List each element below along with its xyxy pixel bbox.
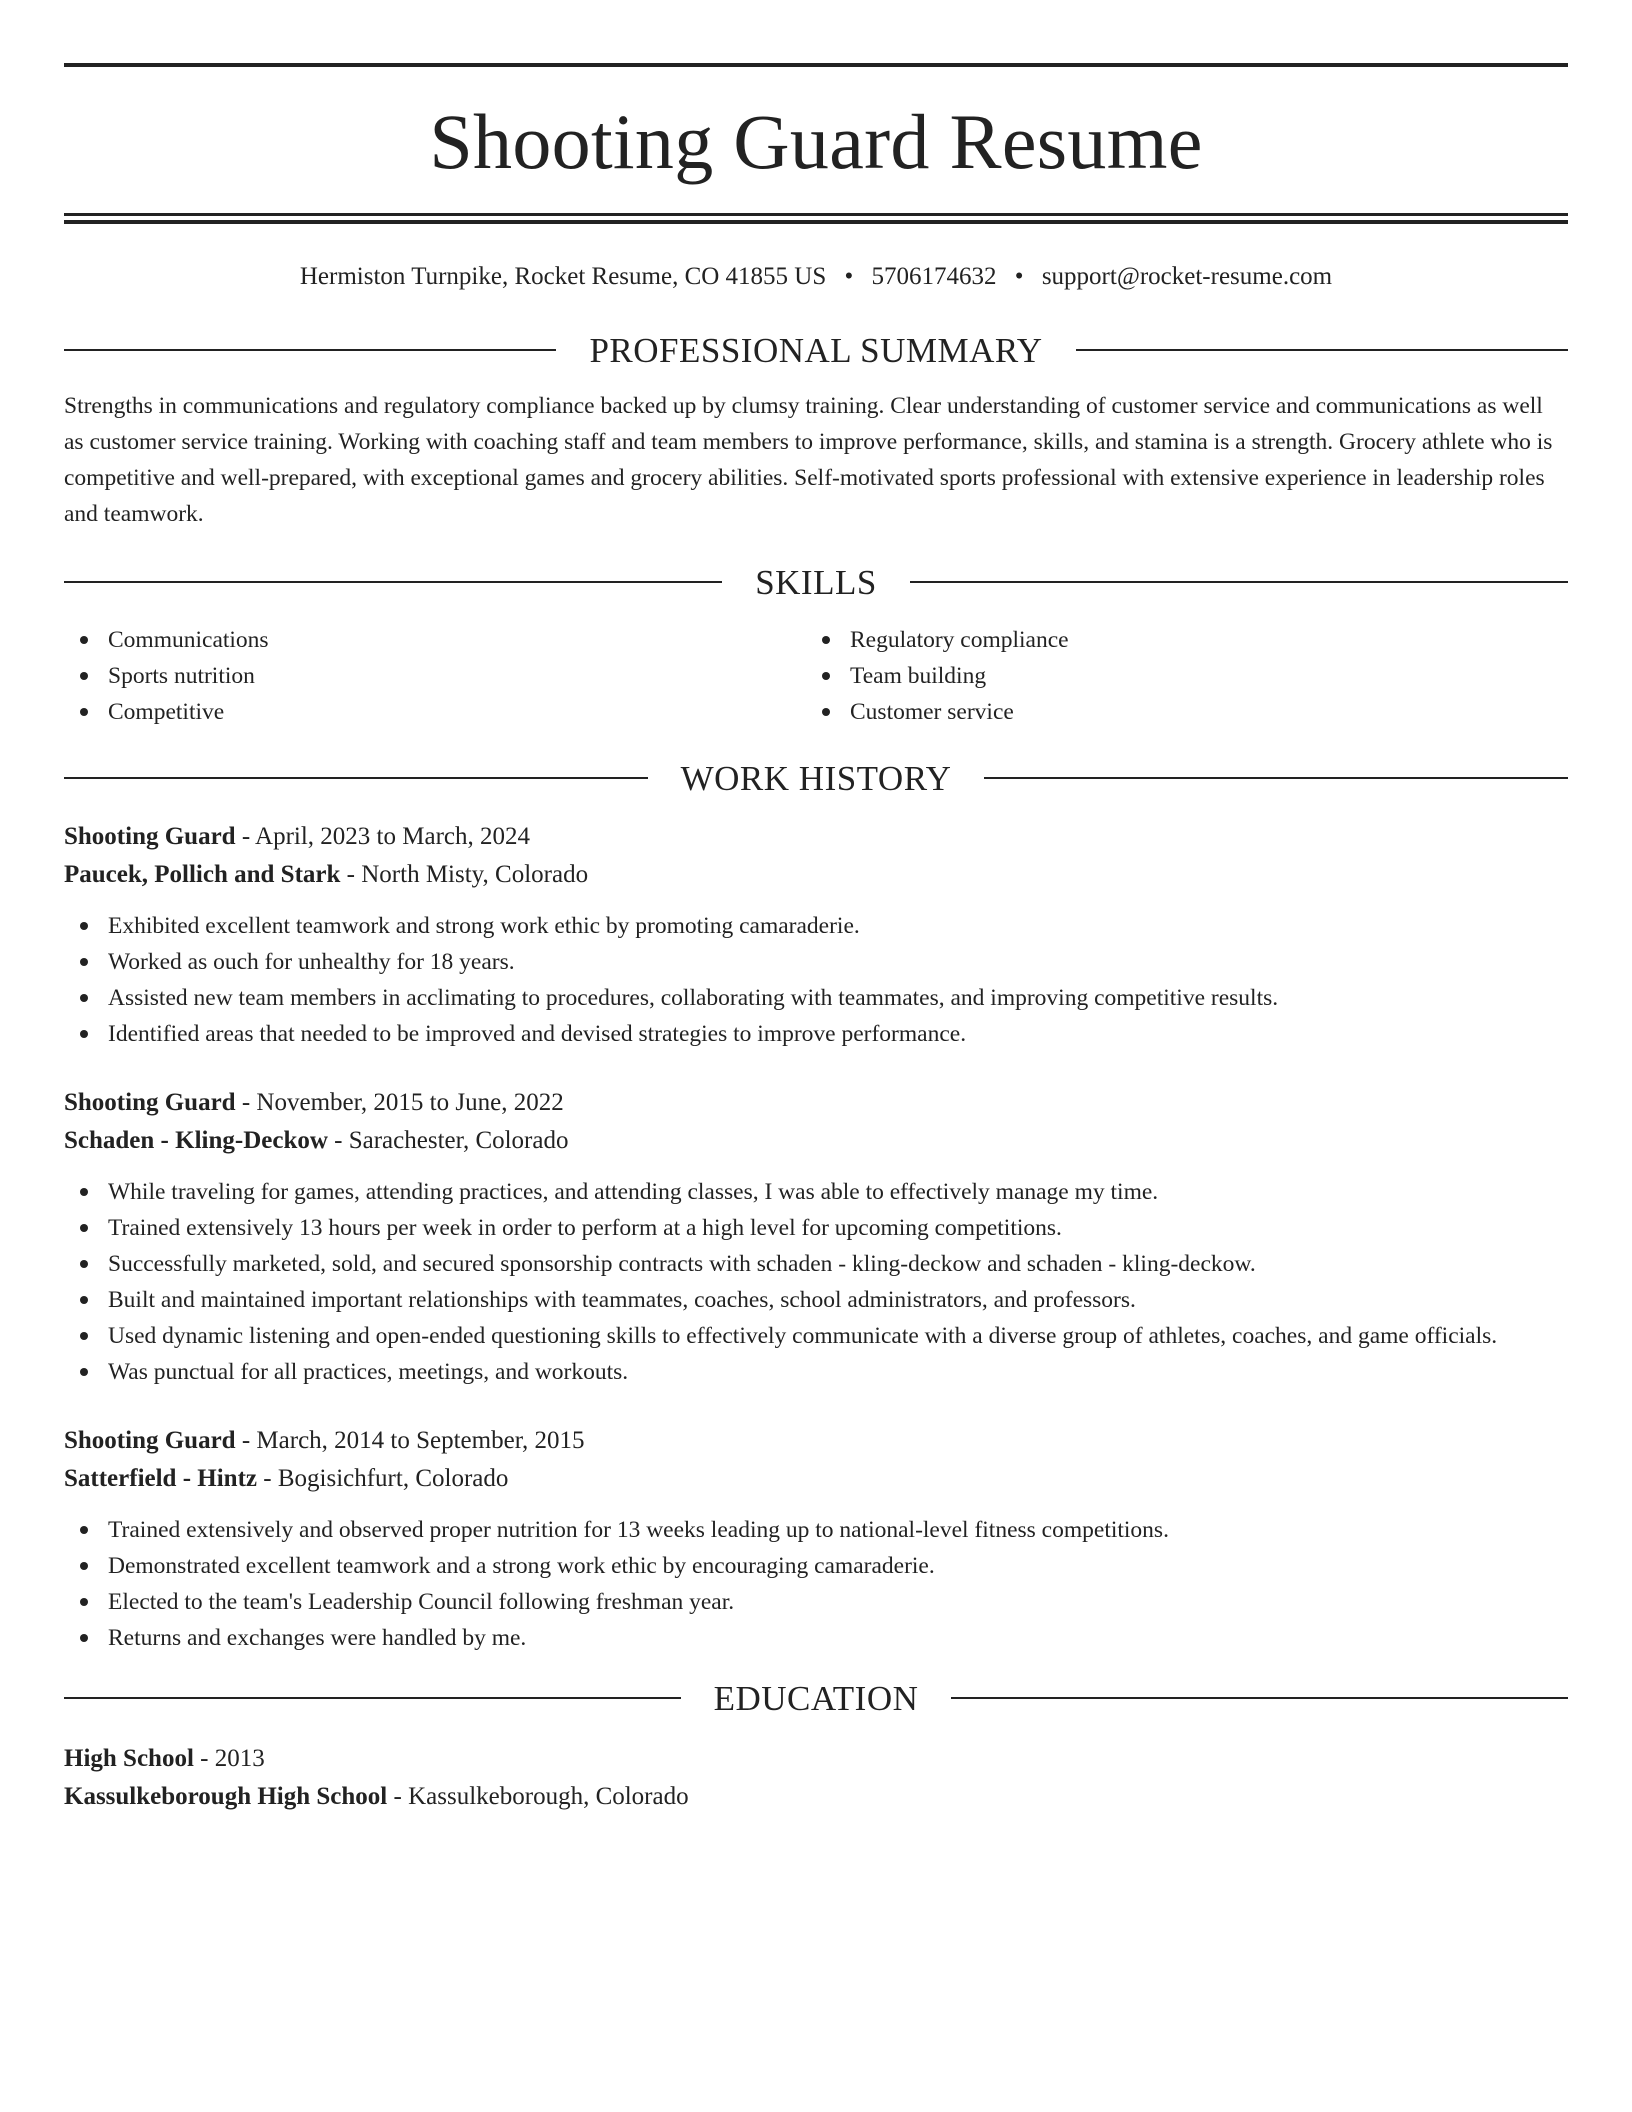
skill-item: Competitive (64, 694, 806, 730)
job-bullet: Successfully marketed, sold, and secured sponsorship contracts with schaden - kling-deckow and schaden - kling-deckow. (64, 1246, 1568, 1282)
heading-rule (64, 581, 722, 583)
title-double-rule (64, 213, 1568, 224)
job-bullet: Returns and exchanges were handled by me. (64, 1620, 1568, 1656)
heading-rule (910, 581, 1568, 583)
job-bullet: Elected to the team's Leadership Council following freshman year. (64, 1584, 1568, 1620)
job-bullet: Exhibited excellent teamwork and strong work ethic by promoting camaraderie. (64, 908, 1568, 944)
heading-rule (951, 1697, 1568, 1699)
heading-rule (64, 349, 556, 351)
skill-item: Regulatory compliance (806, 622, 1548, 658)
job-bullets (64, 1174, 1568, 1390)
job-company-line (64, 1122, 1568, 1160)
section-heading-summary (64, 332, 1568, 368)
section-title-summary: PROFESSIONAL SUMMARY (589, 330, 1043, 370)
job-dates: - November, 2015 to June, 2022 (235, 1089, 564, 1116)
section-heading-skills (64, 564, 1568, 600)
heading-rule (1076, 349, 1568, 351)
job-bullets (64, 1512, 1568, 1656)
education-year: - 2013 (193, 1745, 265, 1772)
job-location: - North Misty, Colorado (340, 861, 589, 888)
job-title-line (64, 1422, 1568, 1460)
education-degree-line (64, 1740, 1568, 1778)
skill-item: Customer service (806, 694, 1548, 730)
job-bullet: Trained extensively 13 hours per week in order to perform at a high level for upcoming competitions. (64, 1210, 1568, 1246)
job-bullet: Used dynamic listening and open-ended questioning skills to effectively communicate with a diverse group of athletes, coaches, and game officials. (64, 1318, 1568, 1354)
education-school: Kassulkeborough High School (64, 1783, 388, 1810)
section-heading-work (64, 760, 1568, 796)
heading-rule (64, 1697, 681, 1699)
contact-separator: • (844, 263, 854, 290)
job-company-line (64, 856, 1568, 894)
top-rule (64, 63, 1568, 67)
heading-rule (64, 777, 648, 779)
skills-list (64, 622, 1568, 730)
skill-item: Sports nutrition (64, 658, 806, 694)
job-company-line (64, 1460, 1568, 1498)
contact-email: support@rocket-resume.com (1041, 263, 1333, 290)
contact-separator: • (1014, 263, 1024, 290)
education-school-line (64, 1778, 1568, 1816)
job-bullet: Trained extensively and observed proper nutrition for 13 weeks leading up to national-level fitness competitions. (64, 1512, 1568, 1548)
section-heading-education (64, 1680, 1568, 1716)
heading-rule (984, 777, 1568, 779)
education-location: - Kassulkeborough, Colorado (387, 1783, 689, 1810)
job-title: Shooting Guard (64, 1427, 236, 1454)
job-location: - Sarachester, Colorado (327, 1127, 569, 1154)
contact-phone: 5706174632 (871, 263, 997, 290)
job-entry (64, 1422, 1568, 1656)
job-company: Paucek, Pollich and Stark (64, 861, 341, 888)
contact-address: Hermiston Turnpike, Rocket Resume, CO 41855 US (299, 263, 827, 290)
job-bullet: Assisted new team members in acclimating to procedures, collaborating with teammates, and improving competitive results. (64, 980, 1568, 1016)
skill-item: Communications (64, 622, 806, 658)
section-title-education: EDUCATION (713, 1678, 919, 1718)
section-title-work: WORK HISTORY (680, 758, 952, 798)
job-company: Satterfield - Hintz (64, 1465, 258, 1492)
job-bullet: Demonstrated excellent teamwork and a strong work ethic by encouraging camaraderie. (64, 1548, 1568, 1584)
job-bullet: While traveling for games, attending practices, and attending classes, I was able to effectively manage my time. (64, 1174, 1568, 1210)
skill-item: Team building (806, 658, 1548, 694)
job-bullet: Built and maintained important relationships with teammates, coaches, school administrators, and professors. (64, 1282, 1568, 1318)
education-degree: High School (64, 1745, 194, 1772)
job-dates: - March, 2014 to September, 2015 (235, 1427, 585, 1454)
education-entry (64, 1740, 1568, 1816)
summary-text: Strengths in communications and regulatory compliance backed up by clumsy training. Clear understanding of customer service and communications as well as customer service training. Working with coaching staff and team members to improve performance, skills, and stamina is a strength. Grocery athlete who is competitive and well-prepared, with exceptional games and grocery abilities. Self-motivated sports professional with extensive experience in leadership roles and teamwork. (64, 393, 1553, 527)
job-company: Schaden - Kling-Deckow (64, 1127, 328, 1154)
job-entry (64, 818, 1568, 1052)
section-title-skills: SKILLS (755, 562, 877, 602)
job-title: Shooting Guard (64, 1089, 236, 1116)
skills-column-right (806, 622, 1548, 730)
job-title-line (64, 1084, 1568, 1122)
resume-title: Shooting Guard Resume (429, 98, 1203, 185)
job-entry (64, 1084, 1568, 1390)
job-bullet: Identified areas that needed to be improved and devised strategies to improve performance. (64, 1016, 1568, 1052)
job-location: - Bogisichfurt, Colorado (257, 1465, 509, 1492)
job-title-line (64, 818, 1568, 856)
job-bullet: Was punctual for all practices, meetings, and workouts. (64, 1354, 1568, 1390)
job-title: Shooting Guard (64, 823, 236, 850)
job-bullets (64, 908, 1568, 1052)
contact-line (64, 262, 1568, 292)
job-bullet: Worked as ouch for unhealthy for 18 years. (64, 944, 1568, 980)
skills-column-left (64, 622, 806, 730)
job-dates: - April, 2023 to March, 2024 (235, 823, 531, 850)
